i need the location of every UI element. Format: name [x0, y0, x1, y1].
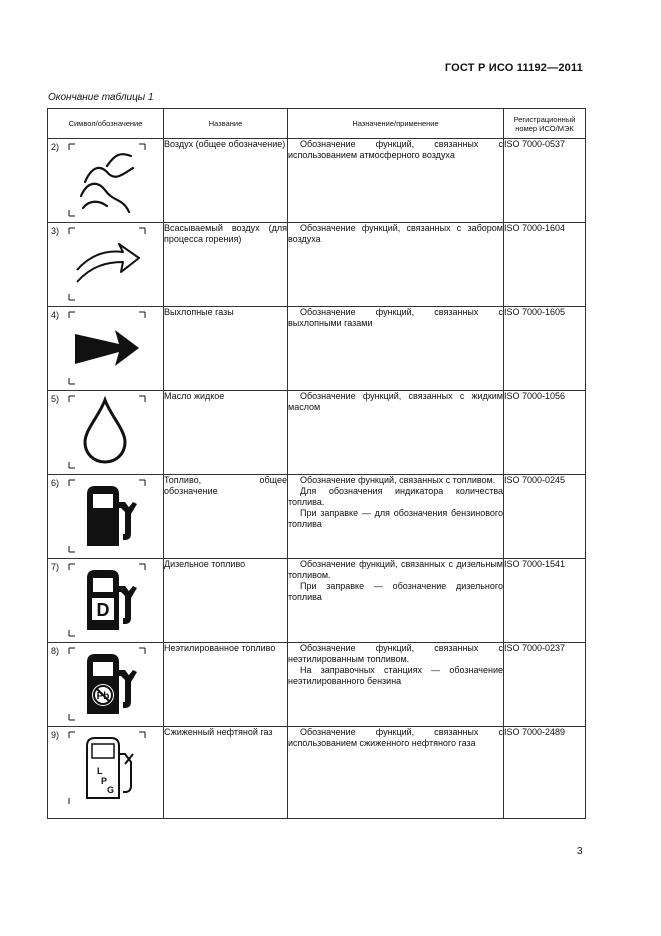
intake-air-icon	[67, 226, 147, 302]
exhaust-gas-icon	[67, 310, 147, 386]
symbol-name: Воздух (общее обозначение)	[164, 139, 288, 223]
purpose-line: При заправке — для обозначения бензинового топлива	[288, 508, 503, 529]
table-row	[48, 223, 586, 307]
diesel-letter: D	[96, 600, 110, 620]
symbol-cell	[48, 559, 164, 643]
row-number: 5)	[51, 394, 60, 404]
registration-number: ISO 7000-0237	[504, 643, 586, 727]
table-row	[48, 475, 586, 559]
symbol-purpose	[288, 727, 504, 819]
row-number: 7)	[51, 562, 60, 572]
symbol-name: Сжиженный нефтяной газ	[164, 727, 288, 819]
standard-header: ГОСТ Р ИСО 11192—2011	[444, 62, 583, 74]
diesel-fuel-icon	[67, 562, 147, 638]
table-caption: Окончание таблицы 1	[48, 92, 154, 103]
symbol-cell	[48, 223, 164, 307]
symbol-purpose	[288, 223, 504, 307]
registration-number: ISO 7000-1541	[504, 559, 586, 643]
column-header-registration: Регистрационный номер ИСО/МЭК	[504, 109, 586, 139]
purpose-line: На заправочных станциях — обозначение неэтилированного бензина	[288, 665, 503, 686]
lpg-letter-g: G	[107, 785, 115, 795]
symbol-cell	[48, 391, 164, 475]
row-number: 3)	[51, 226, 60, 236]
symbol-name: Неэтилированное топливо	[164, 643, 288, 727]
page-number: 3	[577, 846, 583, 857]
purpose-line: Обозначение функций, связанных с жидким маслом	[288, 391, 503, 412]
symbol-purpose	[288, 559, 504, 643]
purpose-line: Обозначение функций, связанных с выхлопными газами	[288, 307, 503, 328]
column-header-name: Название	[164, 109, 288, 139]
table-row	[48, 391, 586, 475]
purpose-line: Обозначение функций, связанных с использованием атмосферного воздуха	[288, 139, 503, 160]
purpose-line: Для обозначения индикатора количества топлива.	[288, 486, 503, 507]
column-header-symbol: Символ/обозначение	[48, 109, 164, 139]
purpose-line: Обозначение функций, связанных с топливом.	[300, 475, 496, 485]
symbol-cell	[48, 307, 164, 391]
symbol-name: Дизельное топливо	[164, 559, 288, 643]
row-number: 9)	[51, 730, 60, 740]
table-row	[48, 559, 586, 643]
symbol-name: Всасываемый воздух (для процесса горения)	[164, 223, 288, 307]
symbol-purpose	[288, 475, 504, 559]
unleaded-letters: Pb	[96, 691, 110, 702]
symbol-name: Выхлопные газы	[164, 307, 288, 391]
row-number: 4)	[51, 310, 60, 320]
purpose-line: Обозначение функций, связанных с неэтилированным топливом.	[288, 643, 503, 664]
lpg-letter-p: P	[101, 776, 108, 786]
symbol-purpose	[288, 643, 504, 727]
purpose-line: Обозначение функций, связанных с использованием сжиженного нефтяного газа	[288, 727, 503, 748]
lpg-letter-l: L	[97, 766, 103, 776]
registration-number: ISO 7000-0245	[504, 475, 586, 559]
table-row	[48, 643, 586, 727]
symbol-cell	[48, 475, 164, 559]
table-row	[48, 727, 586, 819]
registration-number: ISO 7000-2489	[504, 727, 586, 819]
air-general-icon	[67, 142, 147, 218]
table-row	[48, 139, 586, 223]
symbol-name: Топливо, общее обозначение	[164, 475, 288, 559]
row-number: 2)	[51, 142, 60, 152]
row-number: 6)	[51, 478, 60, 488]
symbol-cell	[48, 727, 164, 819]
purpose-line: Обозначение функций, связанных с дизельным топливом.	[288, 559, 503, 580]
purpose-line: Обозначение функций, связанных с забором воздуха	[288, 223, 503, 244]
unleaded-fuel-icon	[67, 646, 147, 722]
registration-number: ISO 7000-1056	[504, 391, 586, 475]
registration-number: ISO 7000-1605	[504, 307, 586, 391]
symbol-purpose	[288, 391, 504, 475]
registration-number: ISO 7000-1604	[504, 223, 586, 307]
symbol-purpose	[288, 139, 504, 223]
symbol-name: Масло жидкое	[164, 391, 288, 475]
symbols-table	[47, 108, 586, 819]
symbol-purpose	[288, 307, 504, 391]
registration-number: ISO 7000-0537	[504, 139, 586, 223]
lpg-fuel-icon	[67, 730, 147, 806]
symbol-cell	[48, 643, 164, 727]
symbol-cell	[48, 139, 164, 223]
fuel-pump-icon	[67, 478, 147, 554]
table-row	[48, 307, 586, 391]
liquid-oil-icon	[67, 394, 147, 470]
table-header-row	[48, 109, 586, 139]
column-header-purpose: Назначение/применение	[288, 109, 504, 139]
purpose-line: При заправке — обозначение дизельного топлива	[288, 581, 503, 602]
row-number: 8)	[51, 646, 60, 656]
